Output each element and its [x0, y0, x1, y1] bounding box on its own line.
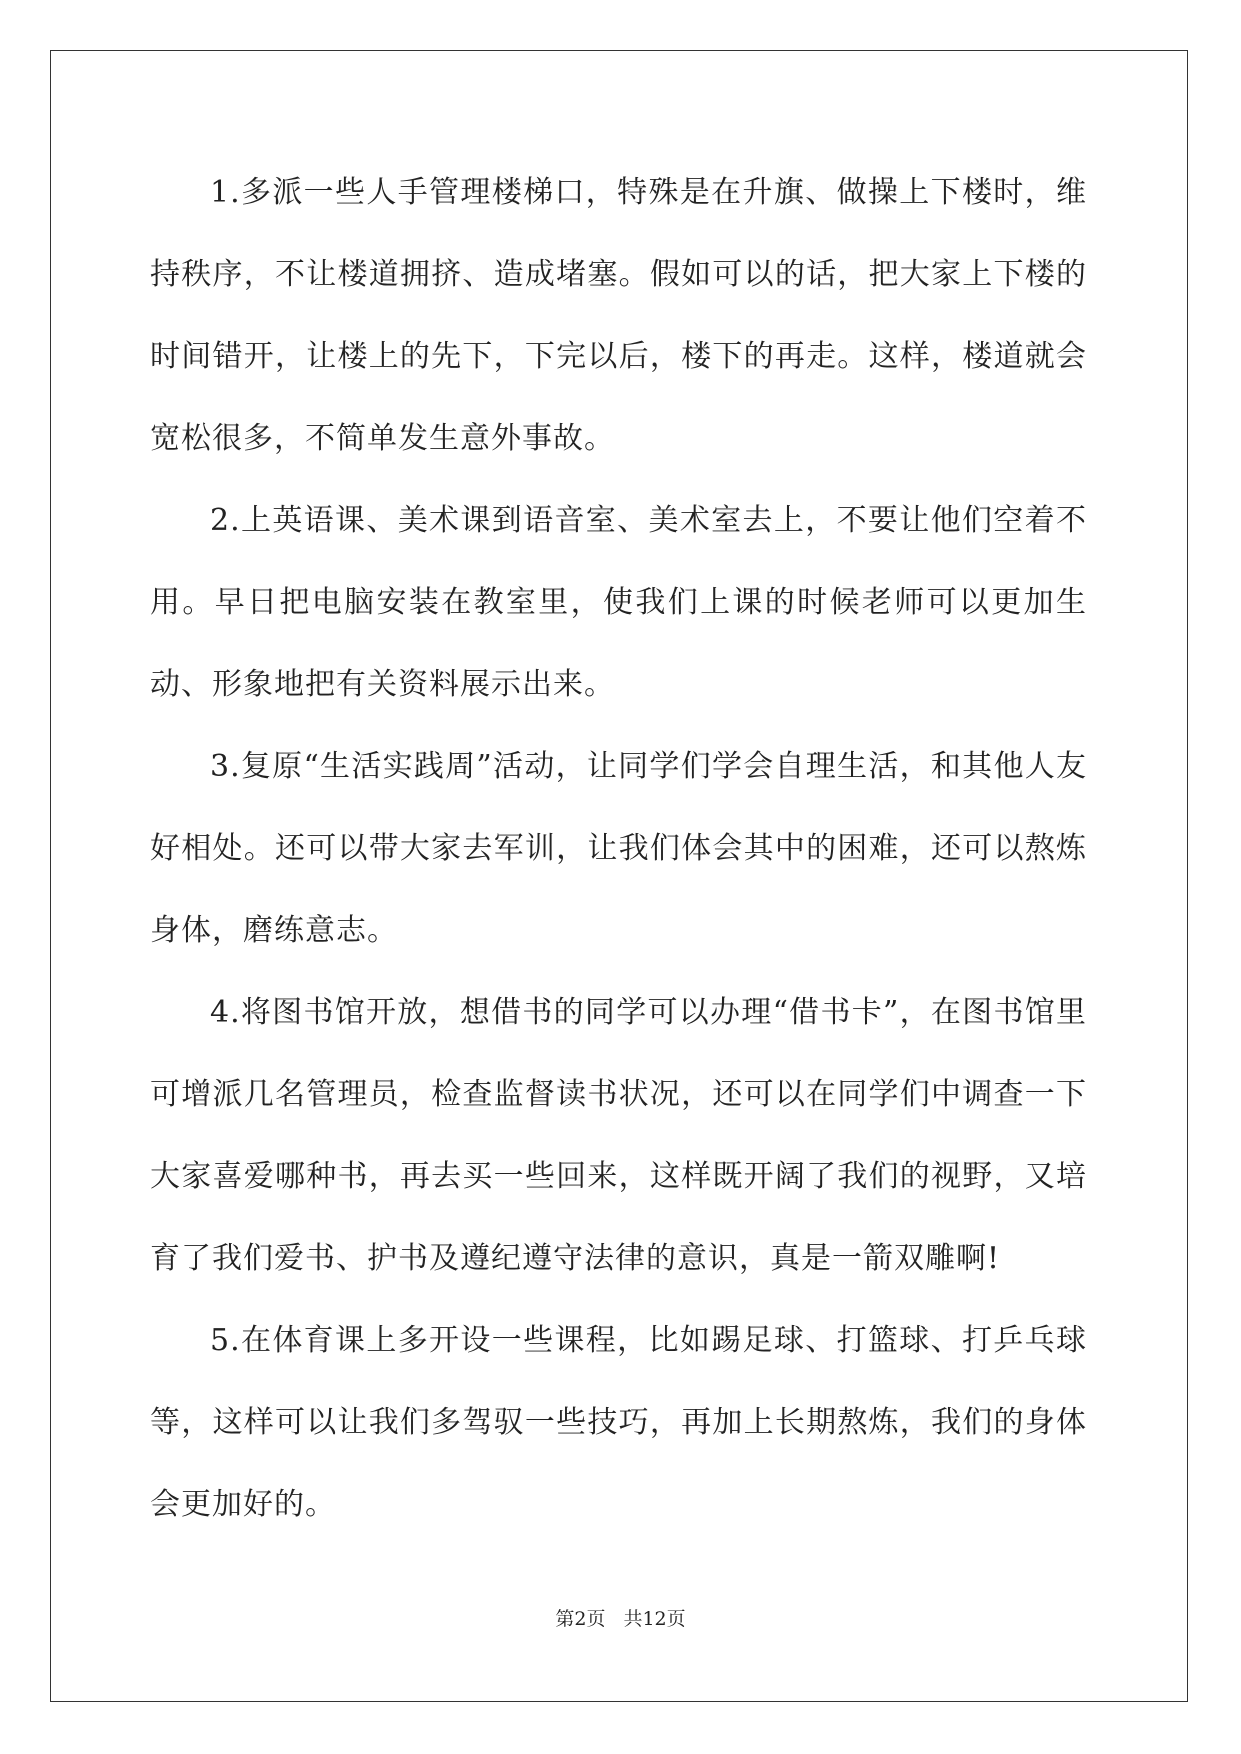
document-body [150, 152, 1087, 1546]
page-number-total: 共12页 [623, 1608, 686, 1630]
paragraph-4: 4.将图书馆开放，想借书的同学可以办理“借书卡”，在图书馆里可增派几名管理员，检查监督读书状况，还可以在同学们中调查一下大家喜爱哪种书，再去买一些回来，这样既开阔了我们的视野，又培育了我们爱书、护书及遵纪遵守法律的意识，真是一箭双雕啊! [150, 995, 1087, 1276]
page-number-current: 第2页 [555, 1608, 606, 1630]
paragraph-2: 2.上英语课、美术课到语音室、美术室去上，不要让他们空着不用。早日把电脑安装在教室里，使我们上课的时候老师可以更加生动、形象地把有关资料展示出来。 [150, 503, 1087, 702]
page-footer [0, 1604, 1241, 1631]
paragraph-3: 3.复原“生活实践周”活动，让同学们学会自理生活，和其他人友好相处。还可以带大家去军训，让我们体会其中的困难，还可以熬炼身体，磨练意志。 [150, 749, 1087, 948]
paragraph-5: 5.在体育课上多开设一些课程，比如踢足球、打篮球、打乒乓球等，这样可以让我们多驾驭一些技巧，再加上长期熬炼，我们的身体会更加好的。 [150, 1323, 1087, 1522]
paragraph-1: 1.多派一些人手管理楼梯口，特殊是在升旗、做操上下楼时，维持秩序，不让楼道拥挤、造成堵塞。假如可以的话，把大家上下楼的时间错开，让楼上的先下，下完以后，楼下的再走。这样，楼道就会宽松很多，不简单发生意外事故。 [150, 175, 1087, 456]
